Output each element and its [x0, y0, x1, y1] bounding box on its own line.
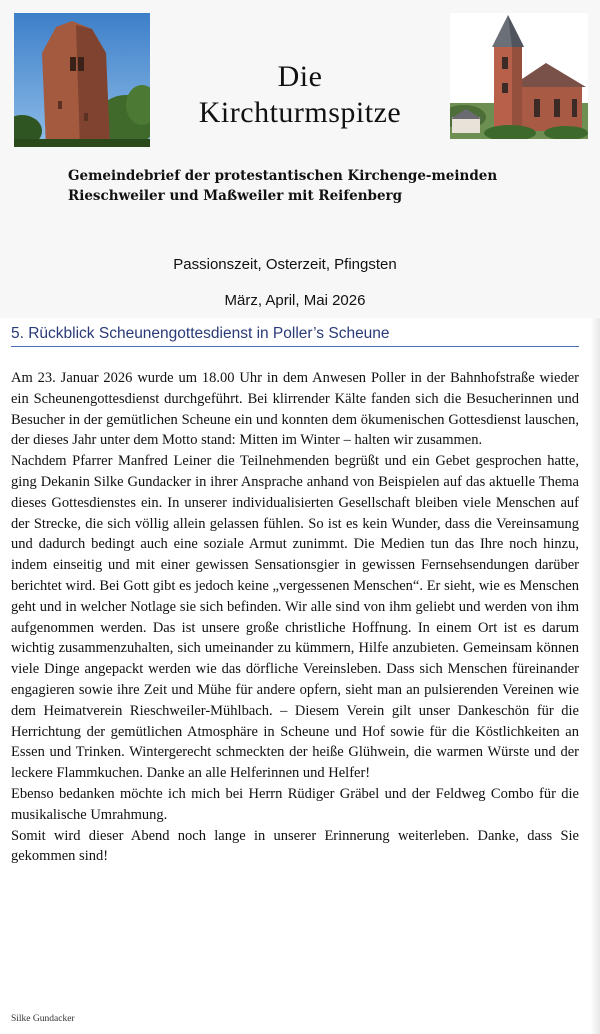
church-tower-photo: [14, 13, 150, 147]
article-paragraph: Ebenso bedanken möchte ich mich bei Herrn Rüdiger Gräbel und der Feldweg Combo für die musikalische Umrahmung.: [11, 785, 579, 823]
masthead-subtitle: Gemeindebrief der protestantischen Kirchenge-meinden Rieschweiler und Maßweiler mit Reifenberg: [68, 168, 498, 204]
article-body: [11, 368, 579, 867]
section-heading: 5. Rückblick Scheunengottesdienst in Poller’s Scheune: [11, 325, 579, 347]
article-paragraph: Am 23. Januar 2026 wurde um 18.00 Uhr in dem Anwesen Poller in der Bahnhofstraße wieder ein Scheunengottesdienst durchgeführt. Bei klirrender Kälte fanden sich die Besucherinnen und Besucher in der gemütlichen Scheune ein und konnten dem ökumenischen Gottesdienst lauschen, der dieses Jahr unter dem Motto stand: Mitten im Winter – halten wir zusammen.: [11, 370, 579, 449]
masthead-title-line1: Die: [277, 60, 323, 93]
article-paragraph: Somit wird dieser Abend noch lange in unserer Erinnerung weiterleben. Danke, dass Sie gekommen sind!: [11, 827, 579, 865]
page-edge: [590, 318, 600, 1034]
masthead-title-line2: Kirchturmspitze: [198, 96, 402, 129]
issue-season: Passionszeit, Osterzeit, Pfingsten: [173, 256, 397, 273]
article-paragraph: Nachdem Pfarrer Manfred Leiner die Teilnehmenden begrüßt und ein Gebet gesprochen hatte, ging Dekanin Silke Gundacker in ihrer Ansprache anhand von Beispielen auf das aktuelle Thema dieses Gottesdienstes ein. In unserer individualisierten Gesellschaft bleiben viele Menschen auf der Strecke, die sich völlig allein gelassen fühlen. So ist es kein Wunder, dass die Vereinsamung und dadurch bedingt auch eine soziale Armut zunimmt. Die Medien tun das Ihre noch hinzu, indem einseitig und mit einer gewissen Sensationsgier in gewissen Fernsehsendungen darüber berichtet wird. Bei Gott gibt es jedoch keine „vergessenen Menschen“. Er sieht, wie es Menschen geht und in welcher Notlage sie sich befinden. Wir alle sind von ihm geliebt und werden von ihm aufgenommen werden. Das ist unsere große christliche Hoffnung. In einem Ort ist es darum wichtig zusammenzuhalten, sich umeinander zu kümmern, Hilfe anzubieten. Gemeinsam können viele Dinge angepackt werden wie das dörfliche Vereinsleben. Dass sich Menschen füreinander engagieren sowie ihre Zeit und Mühe für andere opfern, sieht man an pulsierenden Vereinen wie dem Heimatverein Rieschweiler-Mühlbach. – Diesem Verein gilt unser Dankeschön für die Herrichtung der gemütlichen Atmosphäre in Scheune und Hof sowie für die Köstlichkeiten an Essen und Trinken. Wintergerecht schmeckten der heiße Glühwein, die warmen Würste und der leckere Flammkuchen. Danke an alle Helferinnen und Helfer!: [11, 453, 579, 782]
issue-months: März, April, Mai 2026: [224, 292, 366, 309]
author-signature: Silke Gundacker: [11, 1014, 75, 1024]
church-photo: [450, 13, 588, 139]
